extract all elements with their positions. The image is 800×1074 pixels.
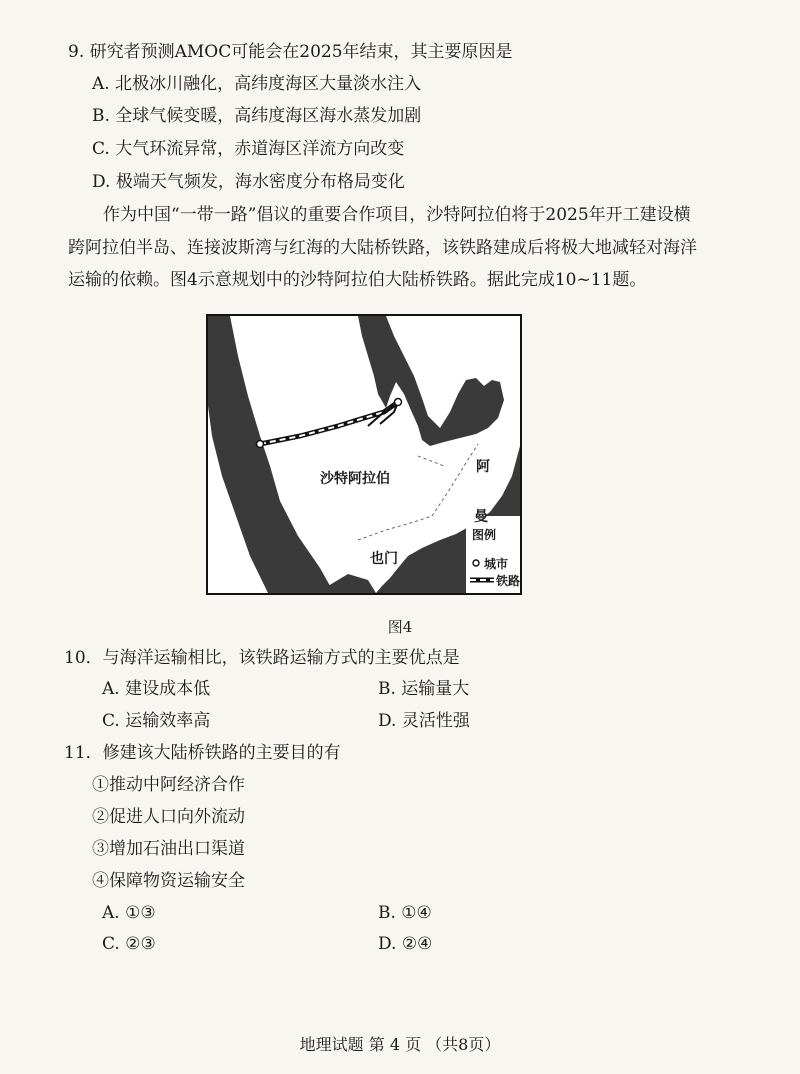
q11-option-a: A. ①③ (102, 903, 156, 923)
q9-option-d: D. 极端天气频发，海水密度分布格局变化 (92, 172, 405, 192)
page-footer: 地理试题 第 4 页 （共8页） (299, 1035, 501, 1054)
q9-option-b: B. 全球气候变暖，高纬度海区海水蒸发加剧 (92, 106, 422, 126)
q9-stem: 9. 研究者预测AMOC可能会在2025年结束，其主要原因是 (68, 42, 513, 62)
city-jeddah (257, 441, 264, 448)
railway-map (206, 314, 522, 595)
persian-gulf (358, 316, 504, 446)
label-saudi: 沙特阿拉伯 (320, 471, 390, 487)
figure-caption: 图4 (387, 618, 413, 636)
intro-line-2: 跨阿拉伯半岛、连接波斯湾与红海的大陆桥铁路，该铁路建成后将极大地减轻对海洋 (68, 238, 697, 258)
q10-option-b: B. 运输量大 (378, 679, 470, 699)
red-sea (208, 316, 334, 593)
legend-title: 图例 (472, 528, 497, 542)
map-graphic (208, 316, 520, 593)
label-oman-2: 曼 (474, 509, 488, 525)
legend-city-symbol (473, 560, 479, 566)
intro-line-1: 作为中国“一带一路”倡议的重要合作项目，沙特阿拉伯将于2025年开工建设横 (103, 205, 691, 225)
q9-option-c: C. 大气环流异常，赤道海区洋流方向改变 (92, 139, 405, 159)
q11-item-1: ①推动中阿经济合作 (92, 775, 245, 795)
q10-option-a: A. 建设成本低 (102, 679, 211, 699)
q9-option-a: A. 北极冰川融化，高纬度海区大量淡水注入 (92, 74, 422, 94)
railway-line-outer (260, 402, 398, 444)
border-yemen (358, 516, 432, 540)
border-oman (432, 444, 478, 516)
legend-city: 城市 (484, 557, 509, 571)
intro-line-3: 运输的依赖。图4示意规划中的沙特阿拉伯大陆桥铁路。据此完成10~11题。 (68, 270, 647, 290)
q11-item-3: ③增加石油出口渠道 (92, 839, 245, 859)
q11-option-d: D. ②④ (378, 934, 433, 954)
city-dammam (395, 399, 402, 406)
q10-stem: 10．与海洋运输相比，该铁路运输方式的主要优点是 (64, 648, 460, 668)
q10-option-c: C. 运输效率高 (102, 711, 211, 731)
label-yemen: 也门 (370, 551, 398, 567)
label-oman-1: 阿 (476, 459, 490, 475)
legend-railway: 铁路 (496, 574, 521, 588)
q11-option-b: B. ①④ (378, 903, 432, 923)
q11-option-c: C. ②③ (102, 934, 156, 954)
q10-option-d: D. 灵活性强 (378, 711, 470, 731)
q11-item-4: ④保障物资运输安全 (92, 871, 245, 891)
q11-stem: 11．修建该大陆桥铁路的主要目的有 (64, 743, 341, 763)
q11-item-2: ②促进人口向外流动 (92, 807, 245, 827)
